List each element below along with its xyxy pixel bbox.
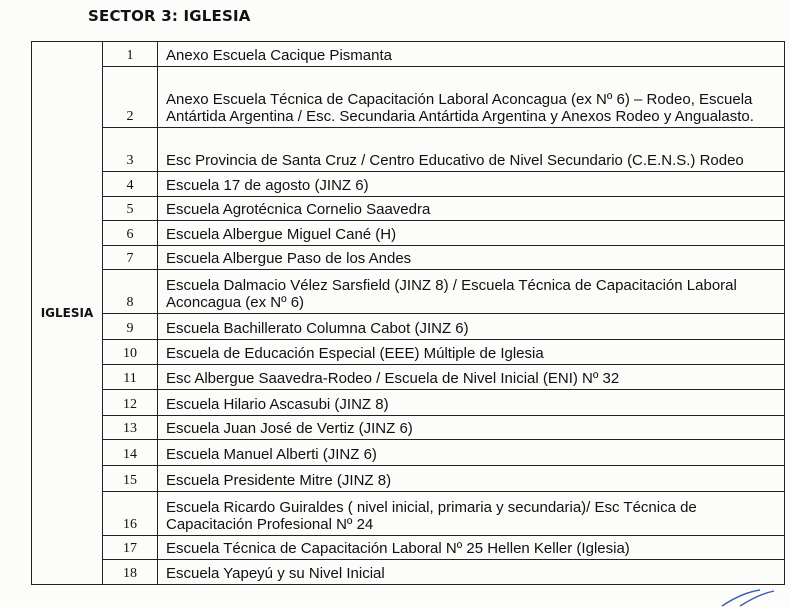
school-name: Escuela Bachillerato Columna Cabot (JINZ 6) (158, 314, 785, 340)
row-number: 13 (103, 416, 158, 440)
table-row (32, 416, 785, 440)
table-row (32, 466, 785, 492)
schools-table (31, 41, 785, 585)
school-name: Anexo Escuela Técnica de Capacitación Laboral Aconcagua (ex Nº 6) – Rodeo, Escuela Antártida Argentina / Esc. Secundaria Antártida Argentina y Anexos Rodeo y Angualasto. (158, 67, 785, 128)
school-name: Esc Provincia de Santa Cruz / Centro Educativo de Nivel Secundario (C.E.N.S.) Rodeo (158, 128, 785, 172)
school-name: Escuela Hilario Ascasubi (JINZ 8) (158, 390, 785, 416)
row-number: 17 (103, 536, 158, 560)
row-number: 15 (103, 466, 158, 492)
school-name: Escuela Yapeyú y su Nivel Inicial (158, 560, 785, 585)
row-number: 6 (103, 221, 158, 246)
row-number: 1 (103, 42, 158, 67)
row-number: 12 (103, 390, 158, 416)
school-name: Escuela Manuel Alberti (JINZ 6) (158, 440, 785, 466)
school-name: Esc Albergue Saavedra-Rodeo / Escuela de Nivel Inicial (ENI) Nº 32 (158, 365, 785, 390)
school-name: Escuela de Educación Especial (EEE) Múltiple de Iglesia (158, 340, 785, 365)
table-row (32, 340, 785, 365)
school-name: Escuela Juan José de Vertiz (JINZ 6) (158, 416, 785, 440)
school-name: Escuela Agrotécnica Cornelio Saavedra (158, 197, 785, 221)
school-name: Escuela Albergue Paso de los Andes (158, 246, 785, 270)
pen-mark (720, 588, 780, 607)
school-name: Escuela Ricardo Guiraldes ( nivel inicial, primaria y secundaria)/ Esc Técnica de Capacitación Profesional Nº 24 (158, 492, 785, 536)
row-number: 10 (103, 340, 158, 365)
table-row (32, 172, 785, 197)
row-number: 18 (103, 560, 158, 585)
table-row (32, 492, 785, 536)
table-row (32, 128, 785, 172)
school-name: Escuela 17 de agosto (JINZ 6) (158, 172, 785, 197)
table-row (32, 67, 785, 128)
page-title: SECTOR 3: IGLESIA (88, 7, 251, 25)
table-row (32, 536, 785, 560)
school-name: Escuela Albergue Miguel Cané (H) (158, 221, 785, 246)
table-row (32, 314, 785, 340)
table-row (32, 270, 785, 314)
row-number: 9 (103, 314, 158, 340)
group-label: IGLESIA (32, 42, 103, 585)
row-number: 4 (103, 172, 158, 197)
row-number: 16 (103, 492, 158, 536)
school-name: Escuela Técnica de Capacitación Laboral Nº 25 Hellen Keller (Iglesia) (158, 536, 785, 560)
table-row (32, 390, 785, 416)
school-name: Escuela Presidente Mitre (JINZ 8) (158, 466, 785, 492)
table-row (32, 246, 785, 270)
table-row (32, 221, 785, 246)
row-number: 7 (103, 246, 158, 270)
table-row (32, 440, 785, 466)
row-number: 11 (103, 365, 158, 390)
table-row (32, 197, 785, 221)
table-row (32, 365, 785, 390)
table-row (32, 42, 785, 67)
row-number: 8 (103, 270, 158, 314)
table-row (32, 560, 785, 585)
row-number: 2 (103, 67, 158, 128)
row-number: 3 (103, 128, 158, 172)
row-number: 5 (103, 197, 158, 221)
row-number: 14 (103, 440, 158, 466)
school-name: Anexo Escuela Cacique Pismanta (158, 42, 785, 67)
school-name: Escuela Dalmacio Vélez Sarsfield (JINZ 8) / Escuela Técnica de Capacitación Laboral Aconcagua (ex Nº 6) (158, 270, 785, 314)
